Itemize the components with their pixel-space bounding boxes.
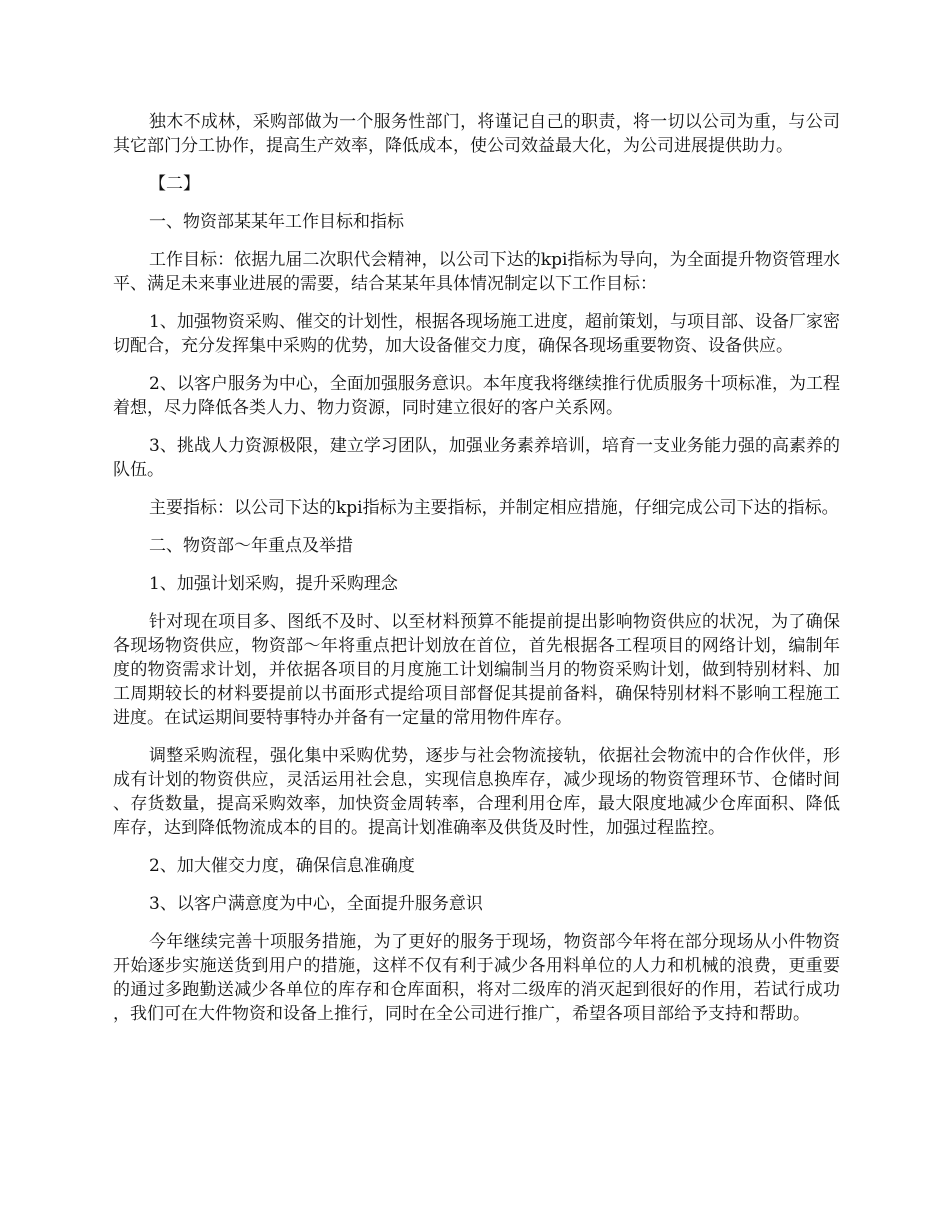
paragraph-main-indicators: 主要指标：以公司下达的kpi指标为主要指标，并制定相应措施，仔细完成公司下达的指标。	[149, 498, 839, 518]
paragraph-goal-1: 1、加强物资采购、催交的计划性，根据各现场施工进度，超前策划，与项目部、设备厂家密切配合，充分发挥集中采购的优势，加大设备催交力度，确保各现场重要物资、设备供应。	[113, 312, 840, 356]
heading-goals-and-indicators: 一、物资部某某年工作目标和指标	[149, 212, 404, 232]
subheading-customer-satisfaction: 3、以客户满意度为中心，全面提升服务意识	[149, 894, 483, 914]
paragraph-planning-details: 针对现在项目多、图纸不及时、以至材料预算不能提前提出影响物资供应的状况，为了确保各现场物资供应，物资部～年将重点把计划放在首位，首先根据各工程项目的网络计划，编制年度的物资需求计划，并依据各项目的月度施工计划编制当月的物资采购计划，做到特别材料、加工周期较长的材料要提前以书面形式提给项目部督促其提前备料，确保特别材料不影响工程施工进度。在试运期间要特事特办并备有一定量的常用物件库存。	[113, 612, 840, 728]
document-body	[113, 110, 840, 1040]
paragraph-goal-3: 3、挑战人力资源极限，建立学习团队，加强业务素养培训，培育一支业务能力强的高素养的队伍。	[113, 436, 840, 480]
paragraph-service-measures: 今年继续完善十项服务措施，为了更好的服务于现场，物资部今年将在部分现场从小件物资开始逐步实施送货到用户的措施，这样不仅有利于减少各用料单位的人力和机械的浪费，更重要的通过多跑勤送减少各单位的库存和仓库面积，将对二级库的消灭起到很好的作用，若试行成功，我们可在大件物资和设备上推行，同时在全公司进行推广，希望各项目部给予支持和帮助。	[113, 932, 840, 1024]
paragraph-work-goal: 工作目标：依据九届二次职代会精神，以公司下达的kpi指标为导向，为全面提升物资管理水平、满足未来事业进展的需要，结合某某年具体情况制定以下工作目标：	[113, 250, 840, 294]
section-marker-two: 【二】	[149, 174, 200, 194]
paragraph-process-adjustment: 调整采购流程，强化集中采购优势，逐步与社会物流接轨，依据社会物流中的合作伙伴，形成有计划的物资供应，灵活运用社会息，实现信息换库存，减少现场的物资管理环节、仓储时间、存货数量，提高采购效率，加快资金周转率，合理利用仓库，最大限度地减少仓库面积、降低库存，达到降低物流成本的目的。提高计划准确率及供货及时性，加强过程监控。	[113, 746, 840, 838]
subheading-expediting: 2、加大催交力度，确保信息准确度	[149, 856, 415, 876]
paragraph-goal-2: 2、以客户服务为中心，全面加强服务意识。本年度我将继续推行优质服务十项标准，为工程着想，尽力降低各类人力、物力资源，同时建立很好的客户关系网。	[113, 374, 840, 418]
paragraph-teamwork-conclusion: 独木不成林，采购部做为一个服务性部门，将谨记自己的职责，将一切以公司为重，与公司其它部门分工协作，提高生产效率，降低成本，使公司效益最大化，为公司进展提供助力。	[113, 112, 840, 156]
subheading-planned-procurement: 1、加强计划采购，提升采购理念	[149, 574, 398, 594]
heading-key-points-and-measures: 二、物资部～年重点及举措	[149, 536, 353, 556]
